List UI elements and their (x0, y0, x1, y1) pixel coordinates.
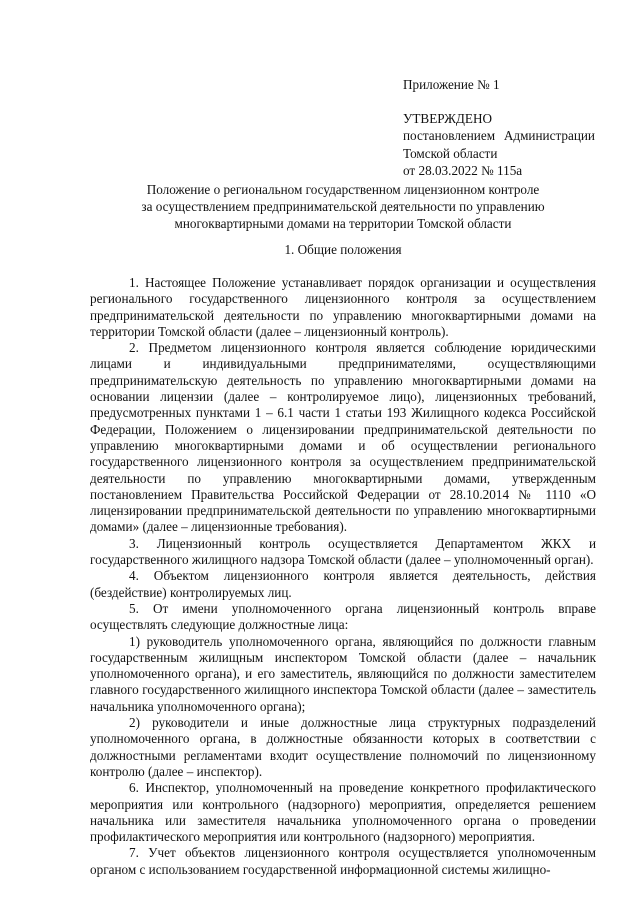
paragraph: 6. Инспектор, уполномоченный на проведение конкретного профилактического мероприятия или контрольного (надзорного) мероприятия, определяется решением начальника или заместителя начальника уполномоченного органа о проведении профилактического мероприятия или контрольного (надзорного) мероприятия. (90, 780, 596, 845)
approved-label: УТВЕРЖДЕНО (403, 110, 493, 126)
document-body (90, 275, 596, 878)
approval-line-3: от 28.03.2022 № 115а (403, 163, 523, 178)
section-heading: 1. Общие положения (284, 242, 402, 257)
title-line-2: за осуществлением предпринимательской деятельности по управлению (141, 199, 545, 214)
paragraph: 5. От имени уполномоченного органа лицензионный контроль вправе осуществлять следующие должностные лица: (90, 600, 596, 633)
paragraph: 1) руководитель уполномоченного органа, являющийся по должности главным государственным жилищным инспектором Томской области (далее – начальник уполномоченного органа), и его заместитель, являющийся по должности заместителем главного государственного жилищного инспектора Томской области (далее – заместитель начальника уполномоченного органа); (90, 633, 596, 714)
document-title (90, 181, 596, 232)
paragraph: 7. Учет объектов лицензионного контроля осуществляется уполномоченным органом с использованием государственной информационной системы жилищно- (90, 845, 596, 877)
approval-stamp (403, 76, 595, 180)
approval-line-2: Томской области (403, 145, 498, 161)
paragraph: 2) руководители и иные должностные лица структурных подразделений уполномоченного органа, в должностные обязанности которых в соответствии с должностными регламентами входит осуществление полномочий по лицензионному контролю (далее – инспектор). (90, 715, 596, 779)
paragraph: 3. Лицензионный контроль осуществляется Департаментом ЖКХ и государственного жилищного надзора Томской области (далее – уполномоченный орган). (90, 535, 596, 568)
appendix-label: Приложение № 1 (403, 77, 500, 92)
paragraph: 2. Предметом лицензионного контроля является соблюдение юридическими лицами и индивидуальными предпринимателями, осуществляющими предпринимательскую деятельность по управлению многоквартирными домами на основании лицензии (далее – контролируемое лицо), лицензионных требований, предусмотренных пунктами 1 – 6.1 части 1 статьи 193 Жилищного кодекса Российской Федерации, Положением о лицензировании предпринимательской деятельности по управлению многоквартирными домами и об осуществлении регионального государственного лицензионного контроля за осуществлением предпринимательской деятельности по управлению многоквартирными домами, утвержденным постановлением Правительства Российской Федерации от 28.10.2014 № 1110 «О лицензировании предпринимательской деятельности по управлению многоквартирными домами» (далее – лицензионные требования). (90, 340, 596, 535)
paragraph: 4. Объектом лицензионного контроля является деятельность, действия (бездействие) контролируемых лиц. (90, 568, 596, 600)
approval-line-1: постановлением Администрации (403, 128, 595, 143)
title-line-1: Положение о региональном государственном лицензионном контроле (146, 182, 540, 197)
paragraph: 1. Настоящее Положение устанавливает порядок организации и осуществления регионального государственного лицензионного контроля за осуществлением предпринимательской деятельности по управлению многоквартирными домами на территории Томской области (далее – лицензионный контроль). (90, 275, 596, 339)
title-line-3: многоквартирными домами на территории Томской области (174, 216, 512, 231)
